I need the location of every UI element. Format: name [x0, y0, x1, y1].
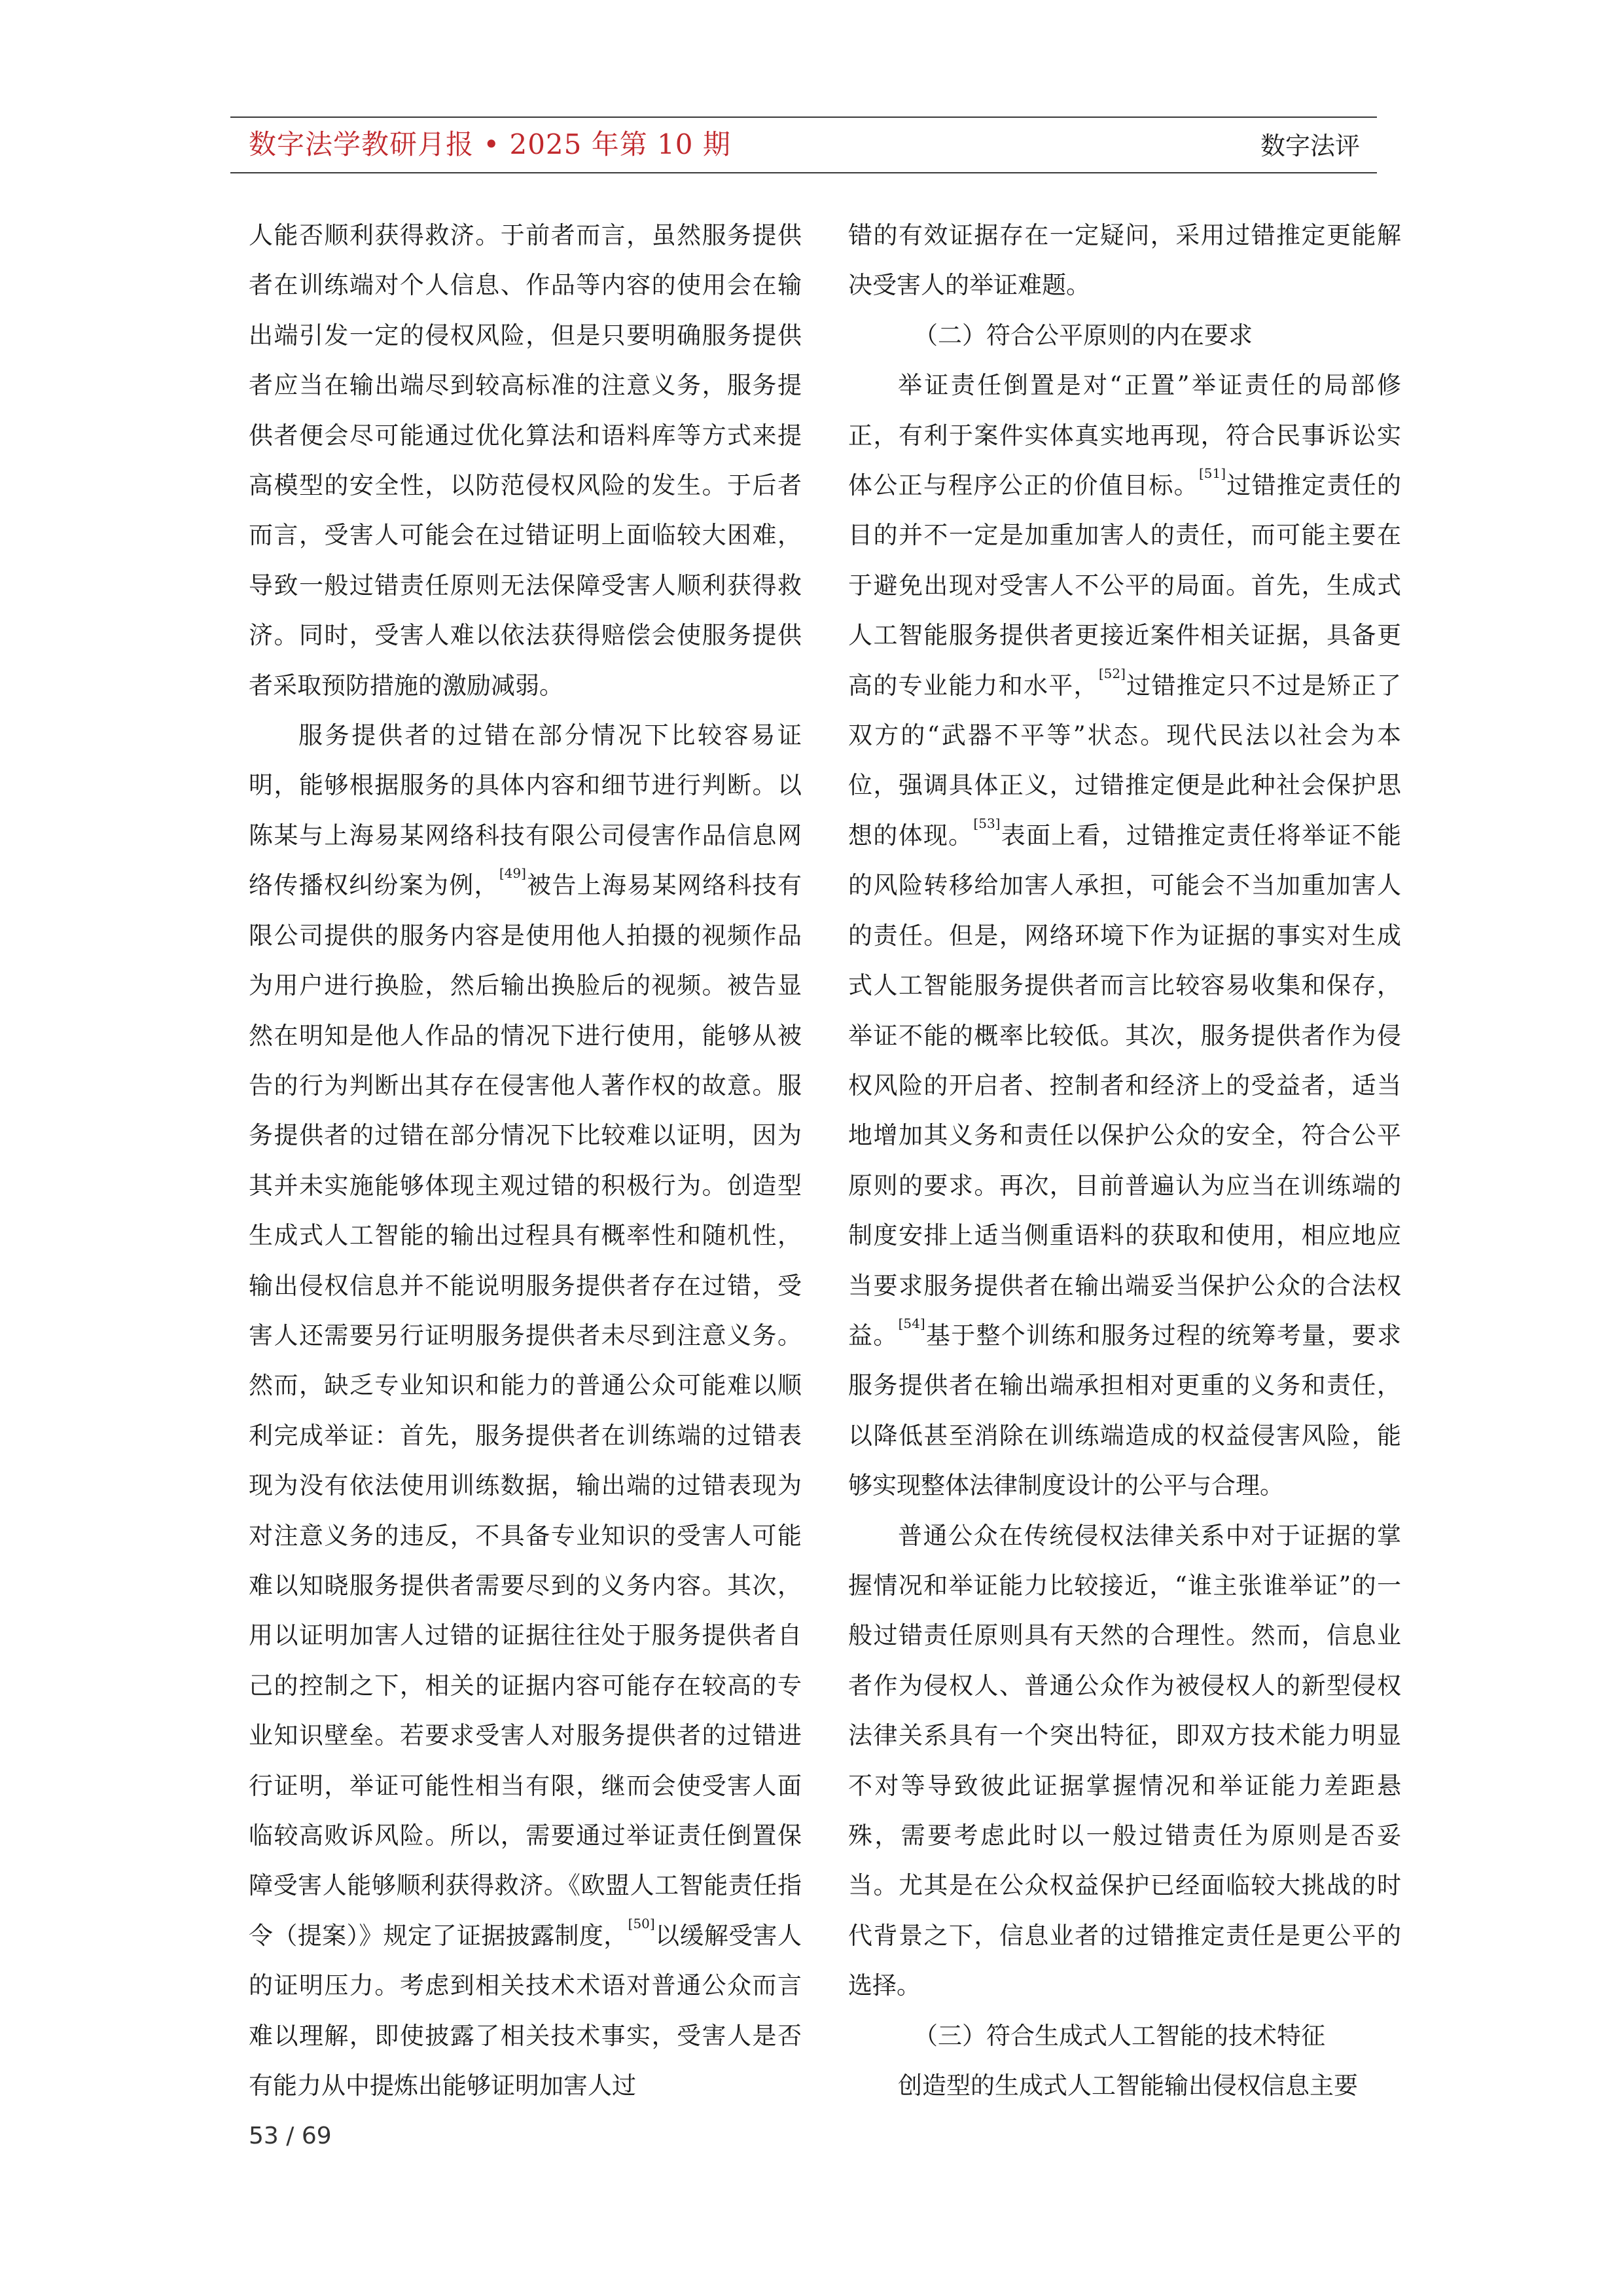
right-column [848, 211, 1401, 2111]
section-heading: （三）符合生成式人工智能的技术特征 [914, 2021, 1325, 2050]
citation-ref-52[interactable]: [52] [1098, 665, 1126, 681]
citation-ref-49[interactable]: [49] [499, 865, 526, 882]
paragraph-text: 举证责任倒置是对“正置”举证责任的局部修正，有利于案件实体真实地再现，符合民事诉讼实体公正与程序公正的价值目标。 [848, 371, 1401, 500]
citation-ref-51[interactable]: [51] [1198, 465, 1226, 482]
citation-ref-54[interactable]: [54] [898, 1315, 925, 1331]
left-column [249, 211, 802, 2111]
paragraph-text: 以缓解受害人的证明压力。考虑到相关技术术语对普通公众而言难以理解，即使披露了相关技术事实，受害人是否有能力从中提炼出能够证明加害人过 [249, 1921, 802, 2100]
paragraph [249, 711, 802, 2111]
header-top-rule [230, 117, 1377, 118]
citation-ref-50[interactable]: [50] [628, 1915, 655, 1931]
paragraph-text: 过错推定只不过是矫正了双方的“武器不平等”状态。现代民法以社会为本位，强调具体正义，过错推定便是此种社会保护思想的体现。 [848, 671, 1402, 850]
paragraph: 创造型的生成式人工智能输出侵权信息主要 [898, 2072, 1358, 2100]
header-bottom-rule [230, 172, 1377, 173]
section-name: 数字法评 [1260, 132, 1360, 160]
journal-title: 数字法学教研月报 • 2025 年第 10 期 [249, 128, 731, 160]
paragraph-text: 过错推定责任的目的并不一定是加重加害人的责任，而可能主要在于避免出现对受害人不公平的局面。首先，生成式人工智能服务提供者更接近案件相关证据，具备更高的专业能力和水平， [848, 471, 1402, 700]
paragraph: 人能否顺利获得救济。于前者而言，虽然服务提供者在训练端对个人信息、作品等内容的使用会在输出端引发一定的侵权风险，但是只要明确服务提供者应当在输出端尽到较高标准的注意义务，服务提供者便会尽可能通过优化算法和语料库等方式来提高模型的安全性，以防范侵权风险的发生。于后者而言，受害人可能会在过错证明上面临较大困难，导致一般过错责任原则无法保障受害人顺利获得救济。同时，受害人难以依法获得赔偿会使服务提供者采取预防措施的激励减弱。 [249, 221, 802, 700]
paragraph [848, 361, 1401, 1511]
paragraph: 错的有效证据存在一定疑问，采用过错推定更能解决受害人的举证难题。 [848, 221, 1401, 300]
paragraph-text: 被告上海易某网络科技有限公司提供的服务内容是使用他人拍摄的视频作品为用户进行换脸，然后输出换脸后的视频。被告显然在明知是他人作品的情况下进行使用，能够从被告的行为判断出其存在侵害他人著作权的故意。服务提供者的过错在部分情况下比较难以证明，因为其并未实施能够体现主观过错的积极行为。创造型生成式人工智能的输出过程具有概率性和随机性，输出侵权信息并不能说明服务提供者存在过错，受害人还需要另行证明服务提供者未尽到注意义务。然而，缺乏专业知识和能力的普通公众可能难以顺利完成举证：首先，服务提供者在训练端的过错表现为没有依法使用训练数据，输出端的过错表现为对注意义务的违反，不具备专业知识的受害人可能难以知晓服务提供者需要尽到的义务内容。其次，用以证明加害人过错的证据往往处于服务提供者自己的控制之下，相关的证据内容可能存在较高的专业知识壁垒。若要求受害人对服务提供者的过错进行证明，举证可能性相当有限，继而会使受害人面临较高败诉风险。所以，需要通过举证责任倒置保障受害人能够顺利获得救济。《欧盟人工智能责任指令（提案）》规定了证据披露制度， [249, 871, 802, 1950]
page-number: 53 / 69 [249, 2123, 332, 2149]
paragraph-text: 基于整个训练和服务过程的统筹考量，要求服务提供者在输出端承担相对更重的义务和责任，以降低甚至消除在训练端造成的权益侵害风险，能够实现整体法律制度设计的公平与合理。 [848, 1321, 1402, 1500]
paragraph: 普通公众在传统侵权法律关系中对于证据的掌握情况和举证能力比较接近，“谁主张谁举证”的一般过错责任原则具有天然的合理性。然而，信息业者作为侵权人、普通公众作为被侵权人的新型侵权法律关系具有一个突出特征，即双方技术能力明显不对等导致彼此证据掌握情况和举证能力差距悬殊，需要考虑此时以一般过错责任为原则是否妥当。尤其是在公众权益保护已经面临较大挑战的时代背景之下，信息业者的过错推定责任是更公平的选择。 [848, 1521, 1401, 2000]
section-heading: （二）符合公平原则的内在要求 [914, 321, 1253, 350]
citation-ref-53[interactable]: [53] [973, 815, 1001, 831]
paragraph-text: 表面上看，过错推定责任将举证不能的风险转移给加害人承担，可能会不当加重加害人的责任。但是，网络环境下作为证据的事实对生成式人工智能服务提供者而言比较容易收集和保存，举证不能的概率比较低。其次，服务提供者作为侵权风险的开启者、控制者和经济上的受益者，适当地增加其义务和责任以保护公众的安全，符合公平原则的要求。再次，目前普遍认为应当在训练端的制度安排上适当侧重语料的获取和使用，相应地应当要求服务提供者在输出端妥当保护公众的合法权益。 [848, 821, 1402, 1350]
paragraph-text: 服务提供者的过错在部分情况下比较容易证明，能够根据服务的具体内容和细节进行判断。以陈某与上海易某网络科技有限公司侵害作品信息网络传播权纠纷案为例， [249, 721, 802, 900]
